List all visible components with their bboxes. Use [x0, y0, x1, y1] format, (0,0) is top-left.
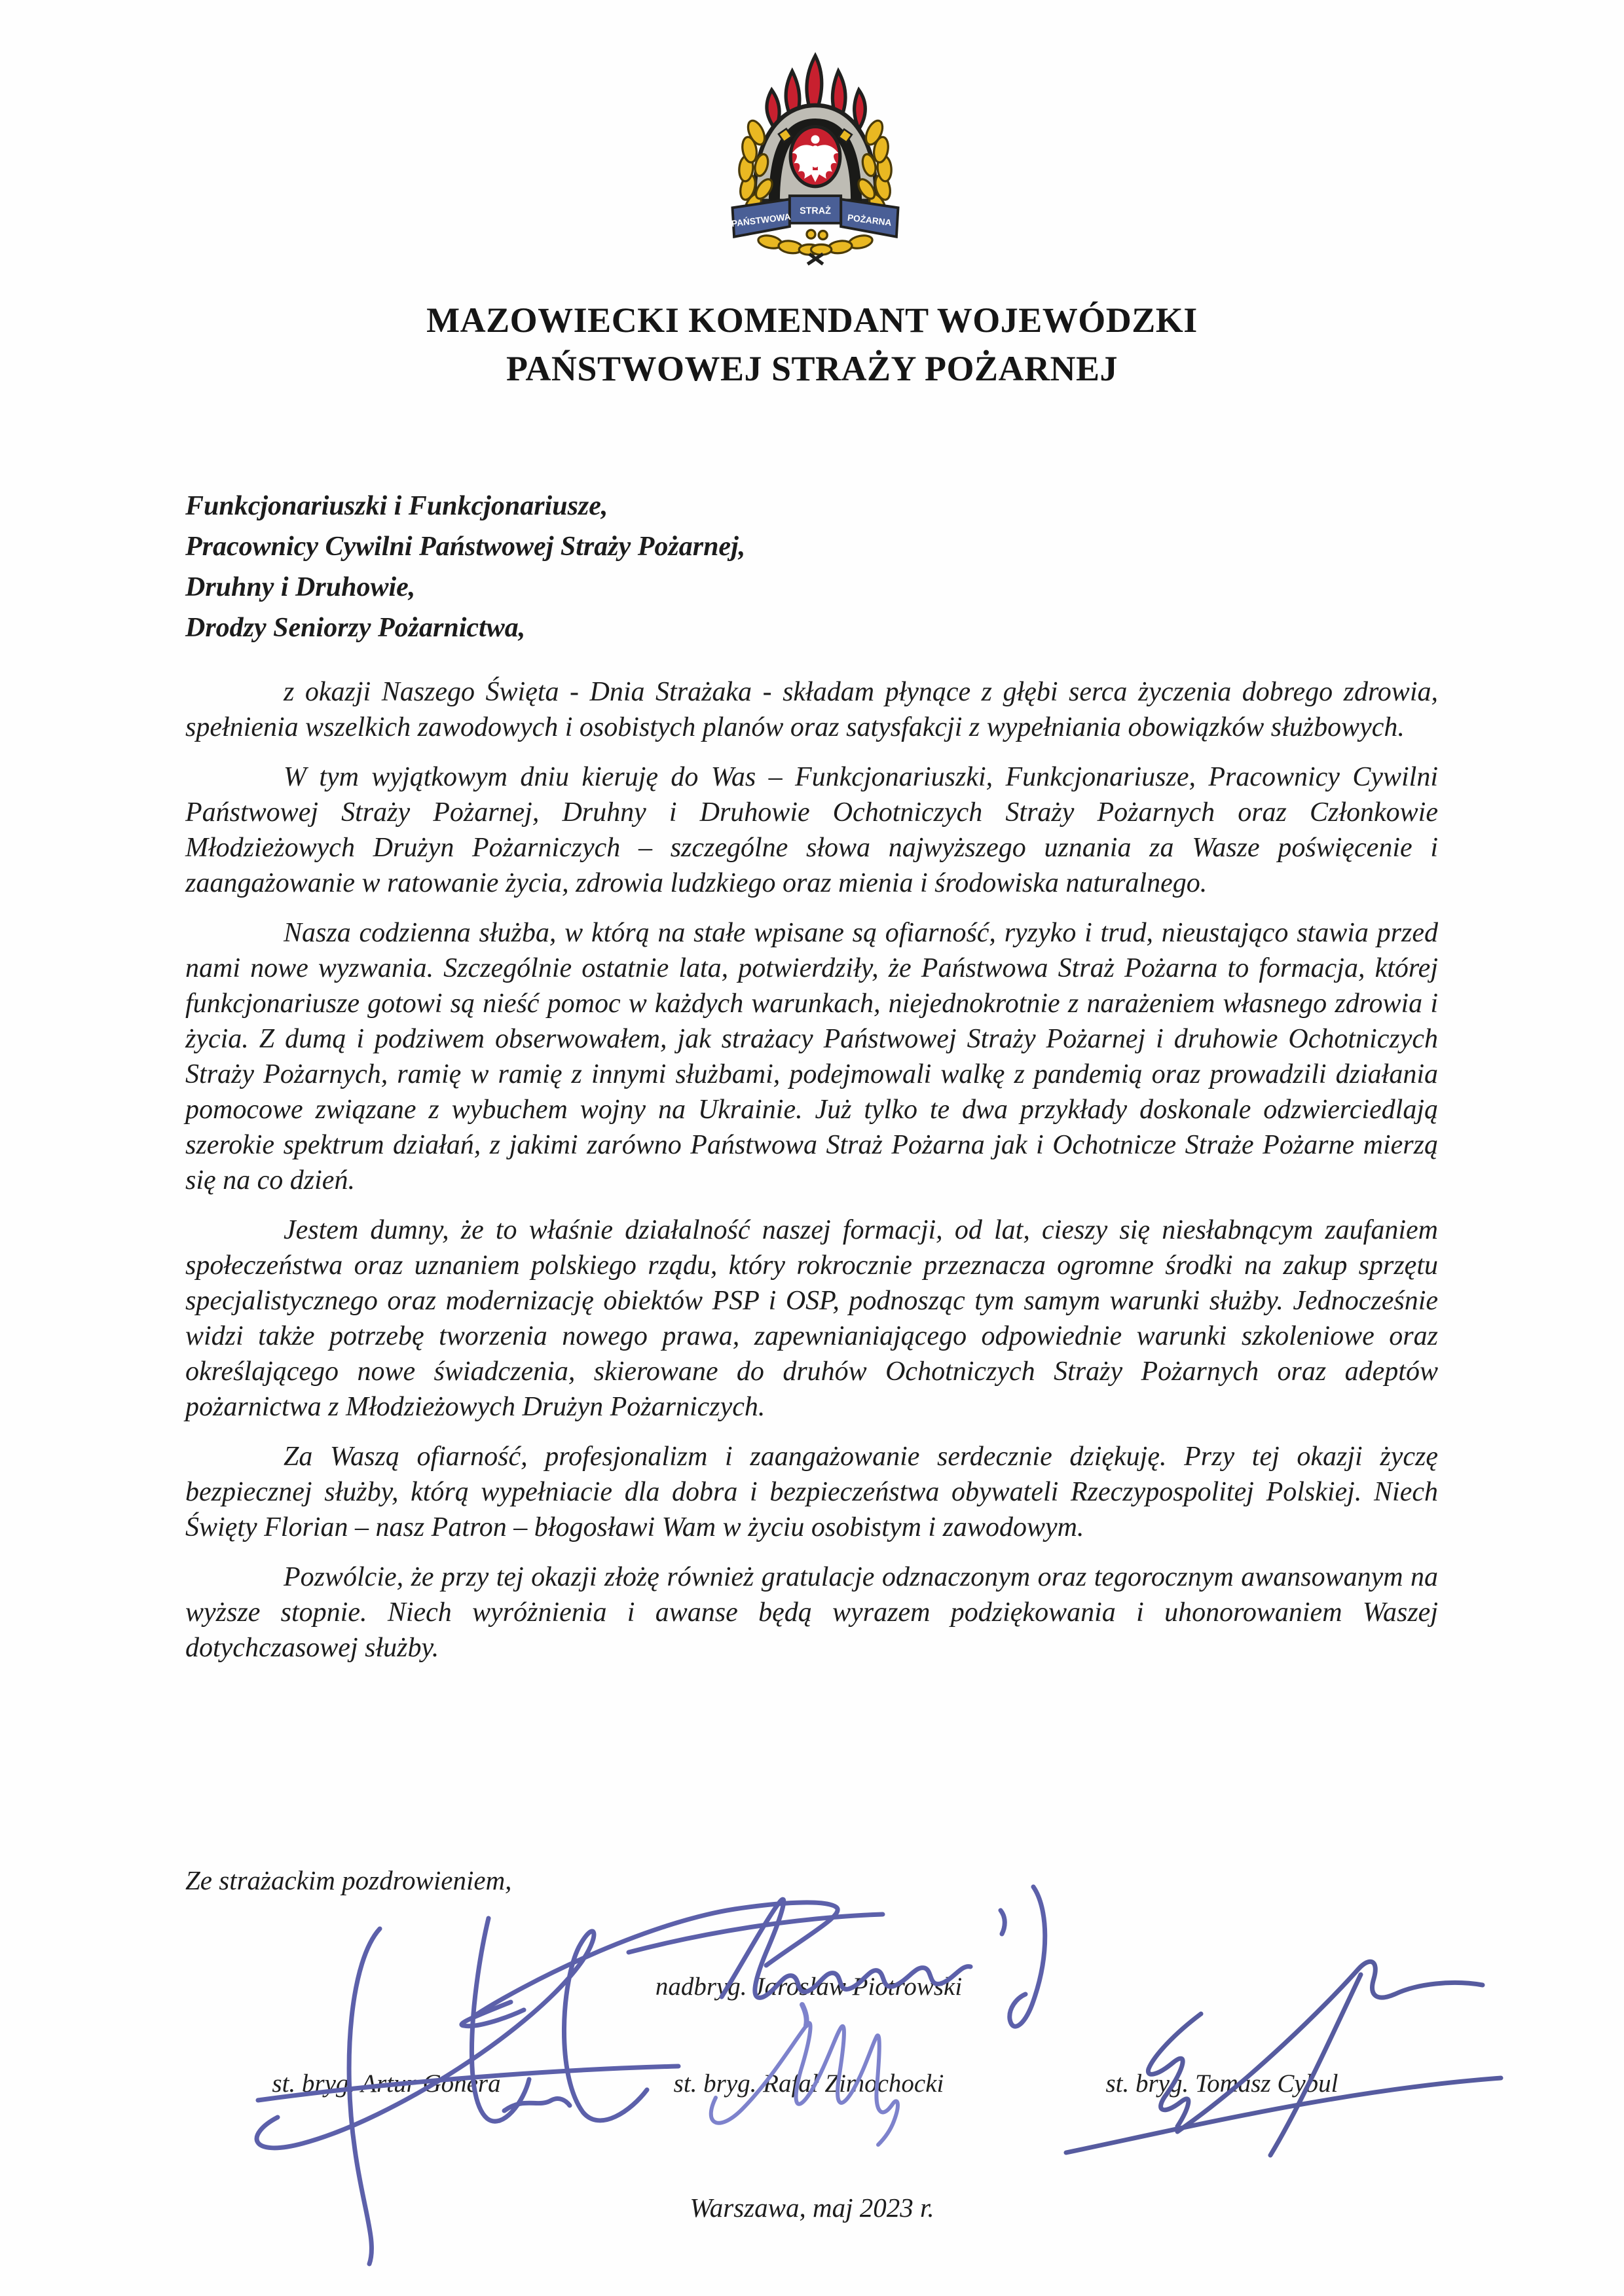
paragraph: z okazji Naszego Święta - Dnia Strażaka - składam płynące z głębi serca życzenia dobrego zdrowia, spełnienia wszelkich zawodowych i osobistych planów oraz satysfakcji z wypełniania obowiązków służbowych. [185, 677, 1438, 742]
dateline: Warszawa, maj 2023 r. [690, 2193, 934, 2223]
emblem-wreath-tie [807, 254, 822, 264]
paragraph: W tym wyjątkowym dniu kieruję do Was – Funkcjonariuszki, Funkcjonariusze, Pracownicy Cywilni Państwowej Straży Pożarnej, Druhny i Druhowie Ochotniczych Straży Pożarnych oraz Członkowie Młodzieżowych Drużyn Pożarniczych – szczególne słowa najwyższego uznania za Wasze poświęcenie i zaangażowanie w ratowanie życia, zdrowia ludzkiego oraz mienia i środowiska naturalnego. [185, 762, 1438, 898]
paragraph: Pozwólcie, że przy tej okazji złożę również gratulacje odznaczonym oraz tegorocznym awansowanym na wyższe stopnie. Niech wyróżnienia i awanse będą wyrazem podziękowania i uhonorowaniem Waszej dotychczasowej służby. [185, 1562, 1438, 1663]
emblem-banner-text-right: POŻARNA [847, 212, 893, 228]
closing-line: Ze strażackim pozdrowieniem, [185, 1865, 512, 1895]
salutation-line: Pracownicy Cywilni Państwowej Straży Pożarnej, [185, 532, 746, 562]
signature-label-left: st. bryg. Artur Gonera [272, 2069, 501, 2098]
emblem-wreath-bottom [757, 230, 874, 255]
signature-label-main: nadbryg. Jarosław Piotrowski [655, 1973, 963, 2001]
salutation-line: Drodzy Seniorzy Pożarnictwa, [185, 613, 526, 643]
salutation-block [185, 486, 1438, 648]
letterhead-title-line1: MAZOWIECKI KOMENDANT WOJEWÓDZKI [426, 301, 1198, 340]
signature-label-center: st. bryg. Rafał Zimochocki [673, 2069, 944, 2098]
signature-label-right: st. bryg. Tomasz Cybul [1105, 2069, 1338, 2098]
signature-scribble-piotrowski [413, 1874, 1094, 2064]
letterhead-title-line2: PAŃSTWOWEJ STRAŻY POŻARNEJ [506, 349, 1118, 388]
salutation-line: Druhny i Druhowie, [185, 572, 416, 602]
paragraph: Za Waszą ofiarność, profesjonalizm i zaangażowanie serdecznie dziękuję. Przy tej okazji życzę bezpiecznej służby, którą wypełniacie dla dobra i bezpieczeństwa obywateli Rzeczypospolitej Polskiej. Niech Święty Florian – nasz Patron – błogosławi Wam w życiu osobistym i zawodowym. [185, 1442, 1438, 1542]
letterhead-title [0, 296, 1624, 393]
letter-body [185, 486, 1438, 1680]
fire-service-emblem-icon [717, 51, 913, 267]
emblem-banner-text-center: STRAŻ [800, 206, 831, 217]
emblem-banner-text-left: PAŃSTWOWA [731, 211, 792, 229]
salutation-line: Funkcjonariuszki i Funkcjonariusze, [185, 491, 608, 521]
paragraph: Jestem dumny, że to właśnie działalność naszej formacji, od lat, cieszy się niesłabnącym zaufaniem społeczeństwa oraz uznaniem polskiego rządu, który rokrocznie przeznacza ogromne środki na zakup sprzętu specjalistycznego oraz modernizację obiektów PSP i OSP, podnosząc tym samym warunki służby. Jednocześnie widzi także potrzebę tworzenia nowego prawa, zapewnianiającego odpowiednie warunki szkoleniowe oraz określającego nowe świadczenia, skierowane do druhów Ochotniczych Straży Pożarnych oraz adeptów pożarnictwa z Młodzieżowych Drużyn Pożarniczych. [185, 1215, 1438, 1422]
paragraph: Nasza codzienna służba, w którą na stałe wpisane są ofiarność, ryzyko i trud, nieustająco stawia przed nami nowe wyzwania. Szczególnie ostatnie lata, potwierdziły, że Państwowa Straż Pożarna to formacja, której funkcjonariusze gotowi są nieść pomoc w każdych warunkach, niejednokrotnie z narażeniem własnego zdrowia i życia. Z dumą i podziwem obserwowałem, jak strażacy Państwowej Straży Pożarnej i druhowie Ochotniczych Straży Pożarnych, ramię w ramię z innymi służbami, podejmowali walkę z pandemią oraz prowadzili działania pomocowe związane z wybuchem wojny na Ukrainie. Już tylko te dwa przykłady doskonale odzwierciedlają szerokie spektrum działań, z jakimi zarówno Państwowa Straż Pożarna jak i Ochotnicze Straże Pożarne mierzą się na co dzień. [185, 918, 1438, 1195]
signature-scribble-cybul [1054, 1937, 1513, 2166]
